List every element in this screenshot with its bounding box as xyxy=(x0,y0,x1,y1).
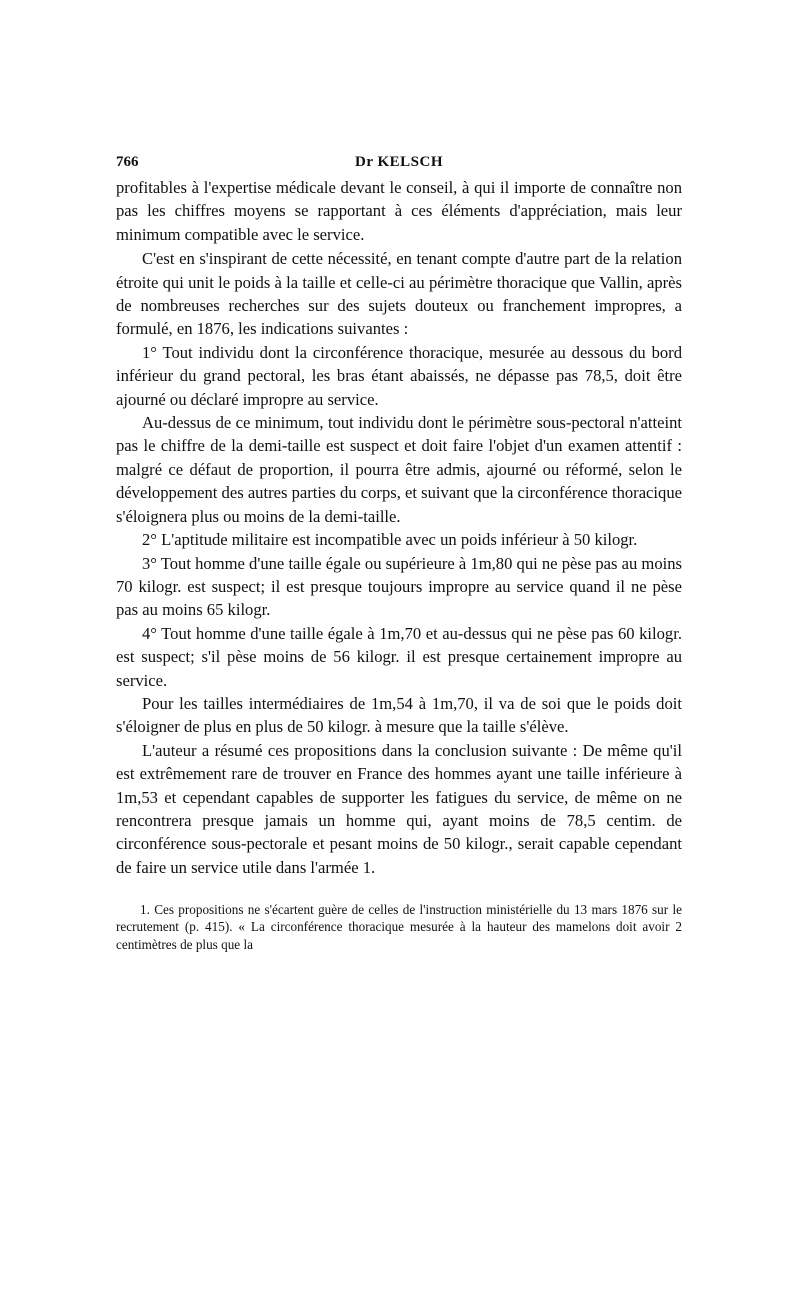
paragraph-vallin-intro: C'est en s'inspirant de cette nécessité, en tenant compte d'autre part de la relation étroite qui unit le poids à la taille et celle-ci au périmètre thoracique que Vallin, après de nombreuses recherches sur des sujets douteux ou franchement impropres, a formulé, en 1876, les indications suivantes : xyxy=(116,249,682,339)
paragraph-rule-2: 2° L'aptitude militaire est incompatible avec un poids inférieur à 50 kilogr. xyxy=(142,530,638,550)
paragraph-rule-1-detail: Au-dessus de ce minimum, tout individu dont le périmètre sous-pectoral n'atteint pas le chiffre de la demi-taille est suspect et doit faire l'objet d'un examen attentif : malgré ce défaut de proportion, il pourra être admis, ajourné ou réformé, selon le développement des autres parties du corps, et suivant que la circonférence thoracique s'éloignera plus ou moins de la demi-taille. xyxy=(116,413,682,526)
page-number: 766 xyxy=(116,154,139,170)
footnote-1: 1. Ces propositions ne s'écartent guère de celles de l'instruction ministérielle du 13 mars 1876 sur le recrutement (p. 415). « La circonférence thoracique mesurée à la hauteur des mamelons doit avoir 2 centimètres de plus que la xyxy=(116,902,682,952)
footnotes xyxy=(116,901,682,953)
paragraph-rule-1: 1° Tout individu dont la circonférence thoracique, mesurée au dessous du bord inférieur du grand pectoral, les bras étant abaissés, ne dépasse pas 78,5, doit être ajourné ou déclaré impropre au service. xyxy=(116,342,682,409)
running-title: Dr KELSCH xyxy=(355,154,443,170)
body-text xyxy=(116,176,682,879)
paragraph-conclusion: L'auteur a résumé ces propositions dans la conclusion suivante : De même qu'il est extrêmement rare de trouver en France des hommes ayant une taille inférieure à 1m,53 et cependant capables de supporter les fatigues du service, de même on ne rencontrera presque jamais un homme qui, ayant moins de 78,5 centim. de circonférence sous-pectorale et pesant moins de 50 kilogr., serait capable cependant de faire un service utile dans l'armée 1. xyxy=(116,740,682,877)
paragraph-rule-4: 4° Tout homme d'une taille égale à 1m,70 et au-dessus qui ne pèse pas 60 kilogr. est suspect; s'il pèse moins de 56 kilogr. il est presque certainement impropre au service. xyxy=(116,623,682,690)
running-head xyxy=(116,150,682,176)
paragraph-rule-3: 3° Tout homme d'une taille égale ou supérieure à 1m,80 qui ne pèse pas au moins 70 kilogr. est suspect; il est presque toujours impropre au service quand il ne pèse pas au moins 65 kilogr. xyxy=(116,553,682,620)
book-page xyxy=(116,150,682,953)
paragraph-continuation: profitables à l'expertise médicale devant le conseil, à qui il importe de connaître non pas les chiffres moyens se rapportant à ces éléments d'appréciation, mais leur minimum compatible avec le service. xyxy=(116,178,682,244)
paragraph-intermediate-heights: Pour les tailles intermédiaires de 1m,54 à 1m,70, il va de soi que le poids doit s'éloigner de plus en plus de 50 kilogr. à mesure que la taille s'élève. xyxy=(116,693,682,737)
